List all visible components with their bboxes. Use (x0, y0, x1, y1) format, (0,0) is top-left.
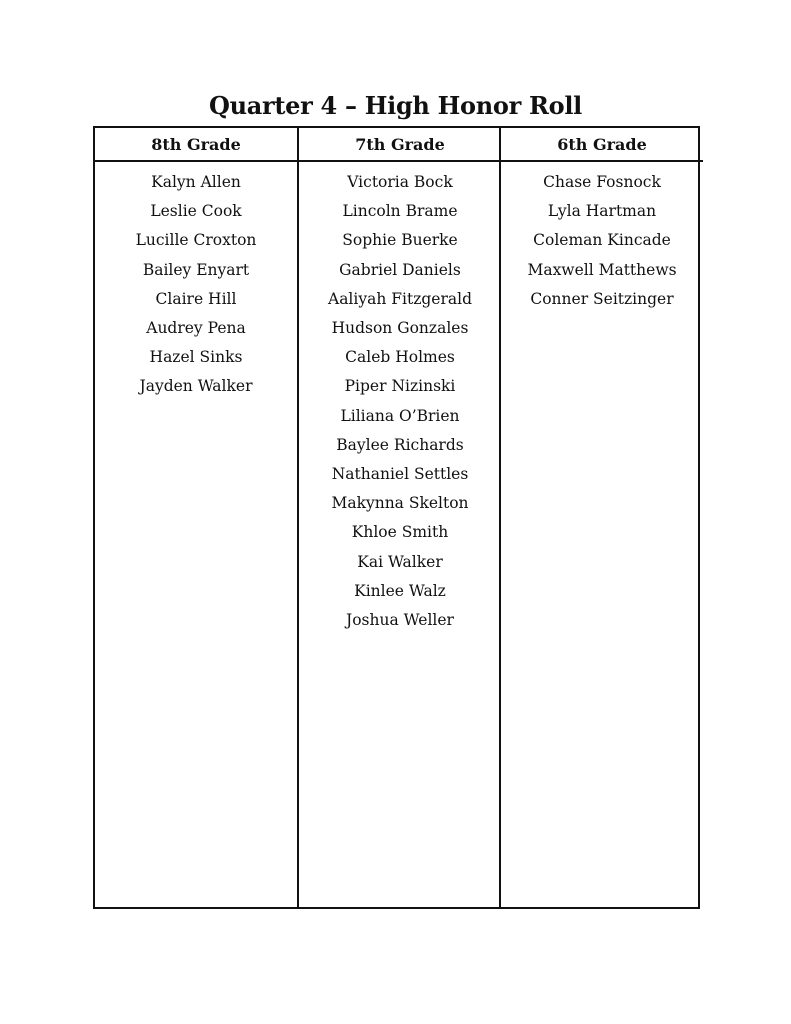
student-name: Kai Walker (357, 552, 443, 571)
student-name: Gabriel Daniels (339, 260, 461, 279)
student-name: Hazel Sinks (149, 348, 243, 367)
student-name: Baylee Richards (336, 435, 464, 454)
student-name: Lincoln Brame (342, 202, 458, 221)
student-name: Leslie Cook (150, 202, 242, 221)
student-name: Sophie Buerke (342, 231, 458, 250)
student-name: Bailey Enyart (142, 260, 250, 279)
student-name: Makynna Skelton (331, 494, 469, 513)
student-name: Audrey Pena (146, 319, 246, 338)
column-header: 6th Grade (501, 128, 703, 162)
name-list (95, 162, 297, 402)
student-name: Joshua Weller (346, 611, 454, 630)
student-name: Caleb Holmes (345, 348, 455, 367)
student-name: Khloe Smith (351, 523, 449, 542)
student-name: Maxwell Matthews (527, 260, 677, 279)
student-name: Hudson Gonzales (331, 319, 469, 338)
student-name: Coleman Kincade (533, 231, 671, 250)
student-name: Kalyn Allen (151, 173, 241, 191)
student-name: Piper Nizinski (344, 377, 456, 396)
student-name: Aaliyah Fitzgerald (328, 289, 472, 308)
grade-column-8th (95, 128, 297, 907)
student-name: Lyla Hartman (547, 202, 657, 221)
name-list (299, 162, 501, 635)
student-name: Victoria Bock (347, 173, 453, 191)
student-name: Lucille Croxton (135, 231, 257, 250)
student-name: Conner Seitzinger (530, 289, 674, 308)
grade-column-7th (297, 128, 501, 907)
student-name: Liliana O’Brien (340, 406, 460, 425)
page-title: Quarter 4 – High Honor Roll (209, 91, 582, 120)
grade-column-6th (499, 128, 703, 907)
student-name: Claire Hill (155, 289, 237, 308)
student-name: Jayden Walker (139, 377, 253, 396)
column-header: 8th Grade (95, 128, 297, 162)
student-name: Chase Fosnock (543, 173, 661, 191)
column-header: 7th Grade (299, 128, 501, 162)
student-name: Kinlee Walz (354, 581, 446, 600)
honor-roll-table (93, 126, 700, 909)
name-list (501, 162, 703, 314)
student-name: Nathaniel Settles (331, 465, 469, 484)
